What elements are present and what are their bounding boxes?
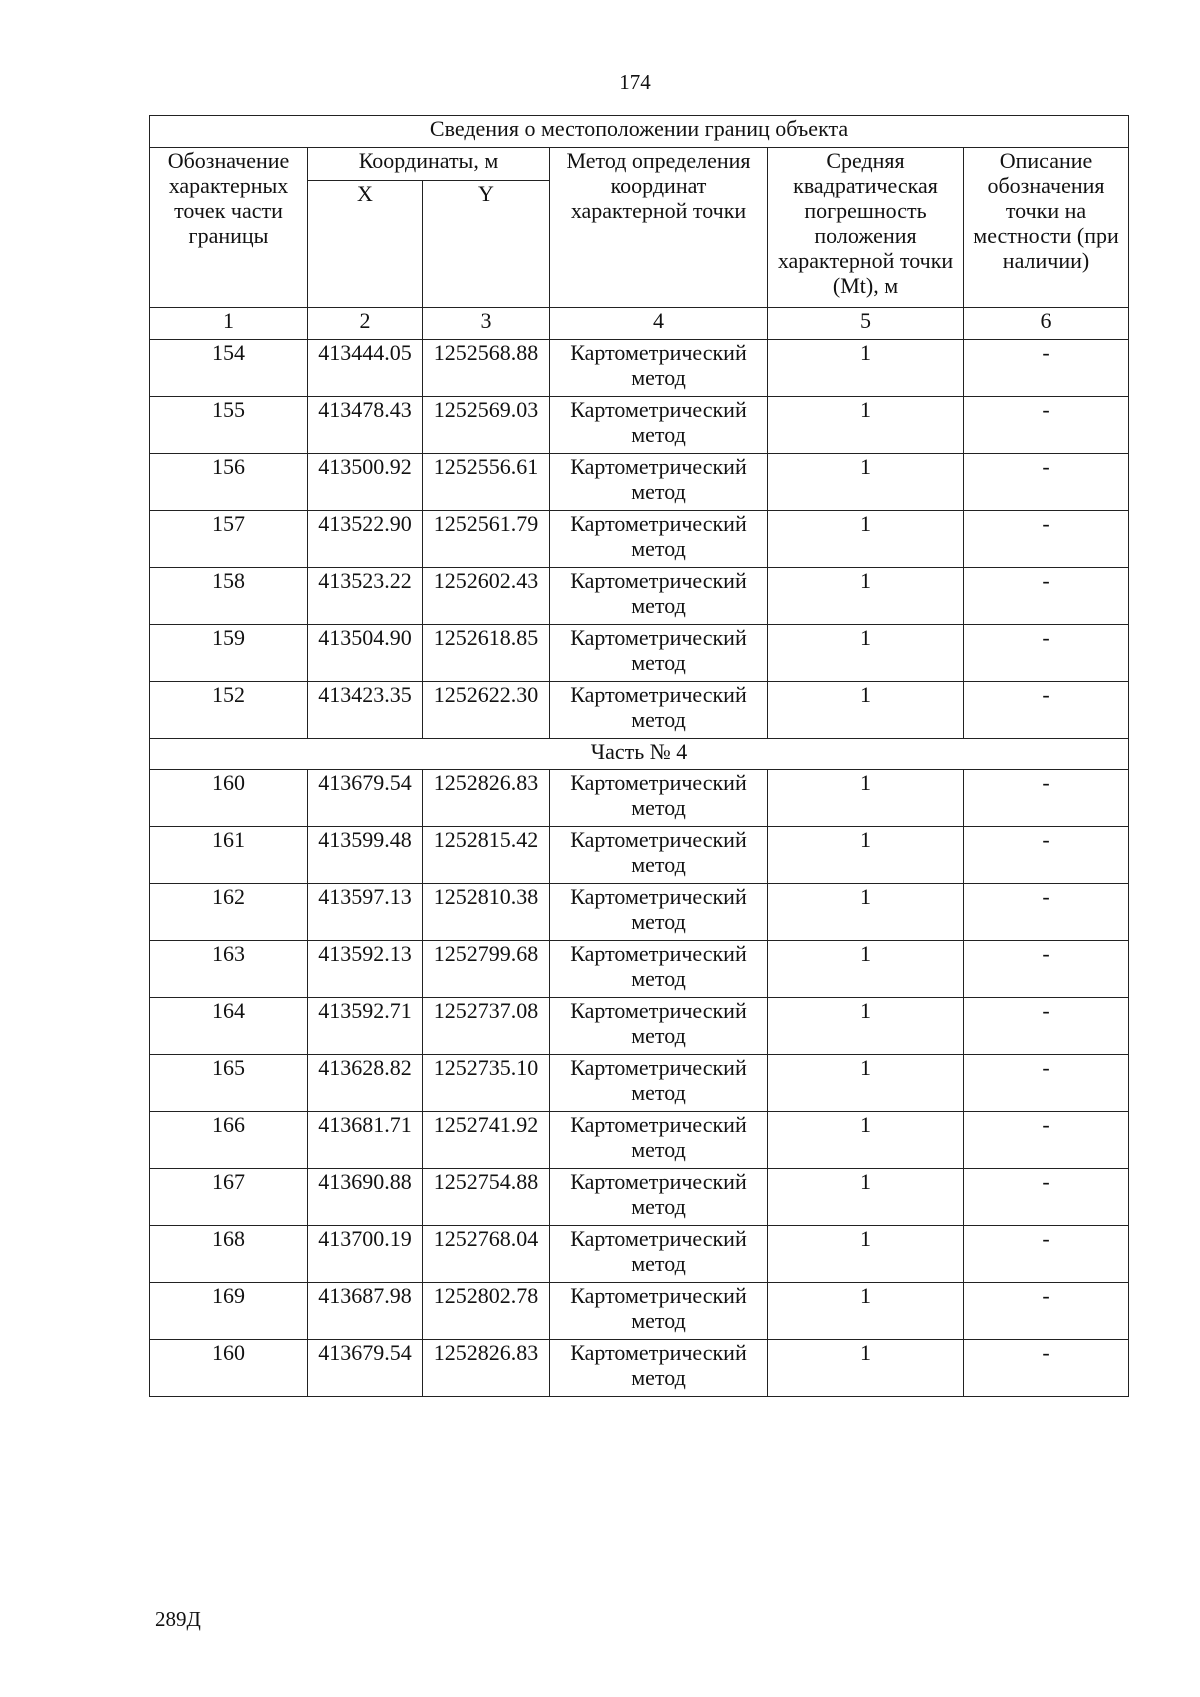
table-row — [150, 1055, 1129, 1112]
point-cell: 157 — [150, 511, 308, 568]
header-coords: Координаты, м — [308, 148, 550, 181]
error-cell: 1 — [768, 1283, 964, 1340]
error-cell: 1 — [768, 1055, 964, 1112]
point-cell: 154 — [150, 340, 308, 397]
y-coordinate-cell: 1252799.68 — [423, 941, 550, 998]
page-number: 174 — [619, 70, 651, 94]
method-cell: Картометрический метод — [550, 1340, 768, 1397]
point-cell: 168 — [150, 1226, 308, 1283]
error-cell: 1 — [768, 625, 964, 682]
y-coordinate-cell: 1252618.85 — [423, 625, 550, 682]
column-number: 1 — [150, 308, 308, 340]
method-cell: Картометрический метод — [550, 340, 768, 397]
header-row — [150, 148, 1129, 181]
error-cell: 1 — [768, 827, 964, 884]
method-cell: Картометрический метод — [550, 625, 768, 682]
y-coordinate-cell: 1252815.42 — [423, 827, 550, 884]
error-cell: 1 — [768, 1226, 964, 1283]
boundary-table — [149, 115, 1129, 1397]
description-cell: - — [964, 682, 1129, 739]
y-coordinate-cell: 1252741.92 — [423, 1112, 550, 1169]
error-cell: 1 — [768, 1112, 964, 1169]
table-row — [150, 682, 1129, 739]
table-row — [150, 1112, 1129, 1169]
method-cell: Картометрический метод — [550, 770, 768, 827]
x-coordinate-cell: 413504.90 — [308, 625, 423, 682]
method-cell: Картометрический метод — [550, 941, 768, 998]
method-cell: Картометрический метод — [550, 682, 768, 739]
point-cell: 156 — [150, 454, 308, 511]
x-coordinate-cell: 413592.13 — [308, 941, 423, 998]
error-cell: 1 — [768, 1169, 964, 1226]
column-number: 3 — [423, 308, 550, 340]
description-cell: - — [964, 1226, 1129, 1283]
x-coordinate-cell: 413592.71 — [308, 998, 423, 1055]
error-cell: 1 — [768, 397, 964, 454]
description-cell: - — [964, 625, 1129, 682]
x-coordinate-cell: 413523.22 — [308, 568, 423, 625]
header-point: Обозначение характерных точек части границы — [150, 148, 308, 308]
description-cell: - — [964, 1169, 1129, 1226]
error-cell: 1 — [768, 568, 964, 625]
table-row — [150, 397, 1129, 454]
table-row — [150, 1226, 1129, 1283]
header-x: X — [308, 181, 423, 308]
y-coordinate-cell: 1252561.79 — [423, 511, 550, 568]
point-cell: 155 — [150, 397, 308, 454]
point-cell: 163 — [150, 941, 308, 998]
y-coordinate-cell: 1252602.43 — [423, 568, 550, 625]
column-number: 6 — [964, 308, 1129, 340]
y-coordinate-cell: 1252802.78 — [423, 1283, 550, 1340]
description-cell: - — [964, 884, 1129, 941]
x-coordinate-cell: 413679.54 — [308, 1340, 423, 1397]
x-coordinate-cell: 413423.35 — [308, 682, 423, 739]
x-coordinate-cell: 413522.90 — [308, 511, 423, 568]
column-number: 4 — [550, 308, 768, 340]
header-y: Y — [423, 181, 550, 308]
x-coordinate-cell: 413700.19 — [308, 1226, 423, 1283]
error-cell: 1 — [768, 1340, 964, 1397]
part-label: Часть № 4 — [150, 739, 1129, 770]
x-coordinate-cell: 413679.54 — [308, 770, 423, 827]
table-title: Сведения о местоположении границ объекта — [150, 116, 1129, 148]
point-cell: 162 — [150, 884, 308, 941]
description-cell: - — [964, 454, 1129, 511]
x-coordinate-cell: 413628.82 — [308, 1055, 423, 1112]
table-row — [150, 340, 1129, 397]
point-cell: 159 — [150, 625, 308, 682]
header-description: Описание обозначения точки на местности (при наличии) — [964, 148, 1129, 308]
y-coordinate-cell: 1252622.30 — [423, 682, 550, 739]
method-cell: Картометрический метод — [550, 884, 768, 941]
point-cell: 169 — [150, 1283, 308, 1340]
column-numbers-row — [150, 308, 1129, 340]
description-cell: - — [964, 827, 1129, 884]
point-cell: 158 — [150, 568, 308, 625]
y-coordinate-cell: 1252737.08 — [423, 998, 550, 1055]
description-cell: - — [964, 511, 1129, 568]
y-coordinate-cell: 1252569.03 — [423, 397, 550, 454]
method-cell: Картометрический метод — [550, 998, 768, 1055]
x-coordinate-cell: 413690.88 — [308, 1169, 423, 1226]
method-cell: Картометрический метод — [550, 511, 768, 568]
table-row — [150, 1340, 1129, 1397]
table-row — [150, 827, 1129, 884]
description-cell: - — [964, 1112, 1129, 1169]
table-row — [150, 1283, 1129, 1340]
x-coordinate-cell: 413500.92 — [308, 454, 423, 511]
description-cell: - — [964, 1055, 1129, 1112]
error-cell: 1 — [768, 511, 964, 568]
description-cell: - — [964, 770, 1129, 827]
error-cell: 1 — [768, 454, 964, 511]
description-cell: - — [964, 340, 1129, 397]
method-cell: Картометрический метод — [550, 827, 768, 884]
y-coordinate-cell: 1252826.83 — [423, 770, 550, 827]
x-coordinate-cell: 413478.43 — [308, 397, 423, 454]
table-title-row — [150, 116, 1129, 148]
error-cell: 1 — [768, 770, 964, 827]
part-row — [150, 739, 1129, 770]
table-row — [150, 454, 1129, 511]
description-cell: - — [964, 941, 1129, 998]
method-cell: Картометрический метод — [550, 568, 768, 625]
method-cell: Картометрический метод — [550, 1112, 768, 1169]
method-cell: Картометрический метод — [550, 1226, 768, 1283]
point-cell: 161 — [150, 827, 308, 884]
method-cell: Картометрический метод — [550, 397, 768, 454]
description-cell: - — [964, 568, 1129, 625]
x-coordinate-cell: 413597.13 — [308, 884, 423, 941]
header-error: Средняя квадратическая погрешность положения характерной точки (Mt), м — [768, 148, 964, 308]
method-cell: Картометрический метод — [550, 454, 768, 511]
error-cell: 1 — [768, 340, 964, 397]
x-coordinate-cell: 413681.71 — [308, 1112, 423, 1169]
y-coordinate-cell: 1252810.38 — [423, 884, 550, 941]
y-coordinate-cell: 1252568.88 — [423, 340, 550, 397]
description-cell: - — [964, 1340, 1129, 1397]
table-row — [150, 1169, 1129, 1226]
document-code: 289Д — [155, 1607, 201, 1631]
error-cell: 1 — [768, 998, 964, 1055]
table-row — [150, 511, 1129, 568]
point-cell: 160 — [150, 1340, 308, 1397]
y-coordinate-cell: 1252735.10 — [423, 1055, 550, 1112]
y-coordinate-cell: 1252556.61 — [423, 454, 550, 511]
error-cell: 1 — [768, 682, 964, 739]
method-cell: Картометрический метод — [550, 1283, 768, 1340]
table-row — [150, 884, 1129, 941]
table-row — [150, 770, 1129, 827]
description-cell: - — [964, 397, 1129, 454]
y-coordinate-cell: 1252754.88 — [423, 1169, 550, 1226]
column-number: 2 — [308, 308, 423, 340]
column-number: 5 — [768, 308, 964, 340]
table-row — [150, 998, 1129, 1055]
table-row — [150, 941, 1129, 998]
point-cell: 166 — [150, 1112, 308, 1169]
error-cell: 1 — [768, 941, 964, 998]
y-coordinate-cell: 1252826.83 — [423, 1340, 550, 1397]
description-cell: - — [964, 998, 1129, 1055]
table-row — [150, 625, 1129, 682]
x-coordinate-cell: 413444.05 — [308, 340, 423, 397]
y-coordinate-cell: 1252768.04 — [423, 1226, 550, 1283]
method-cell: Картометрический метод — [550, 1169, 768, 1226]
point-cell: 167 — [150, 1169, 308, 1226]
error-cell: 1 — [768, 884, 964, 941]
table-row — [150, 568, 1129, 625]
method-cell: Картометрический метод — [550, 1055, 768, 1112]
point-cell: 164 — [150, 998, 308, 1055]
point-cell: 165 — [150, 1055, 308, 1112]
x-coordinate-cell: 413599.48 — [308, 827, 423, 884]
header-method: Метод определения координат характерной точки — [550, 148, 768, 308]
point-cell: 152 — [150, 682, 308, 739]
point-cell: 160 — [150, 770, 308, 827]
description-cell: - — [964, 1283, 1129, 1340]
x-coordinate-cell: 413687.98 — [308, 1283, 423, 1340]
